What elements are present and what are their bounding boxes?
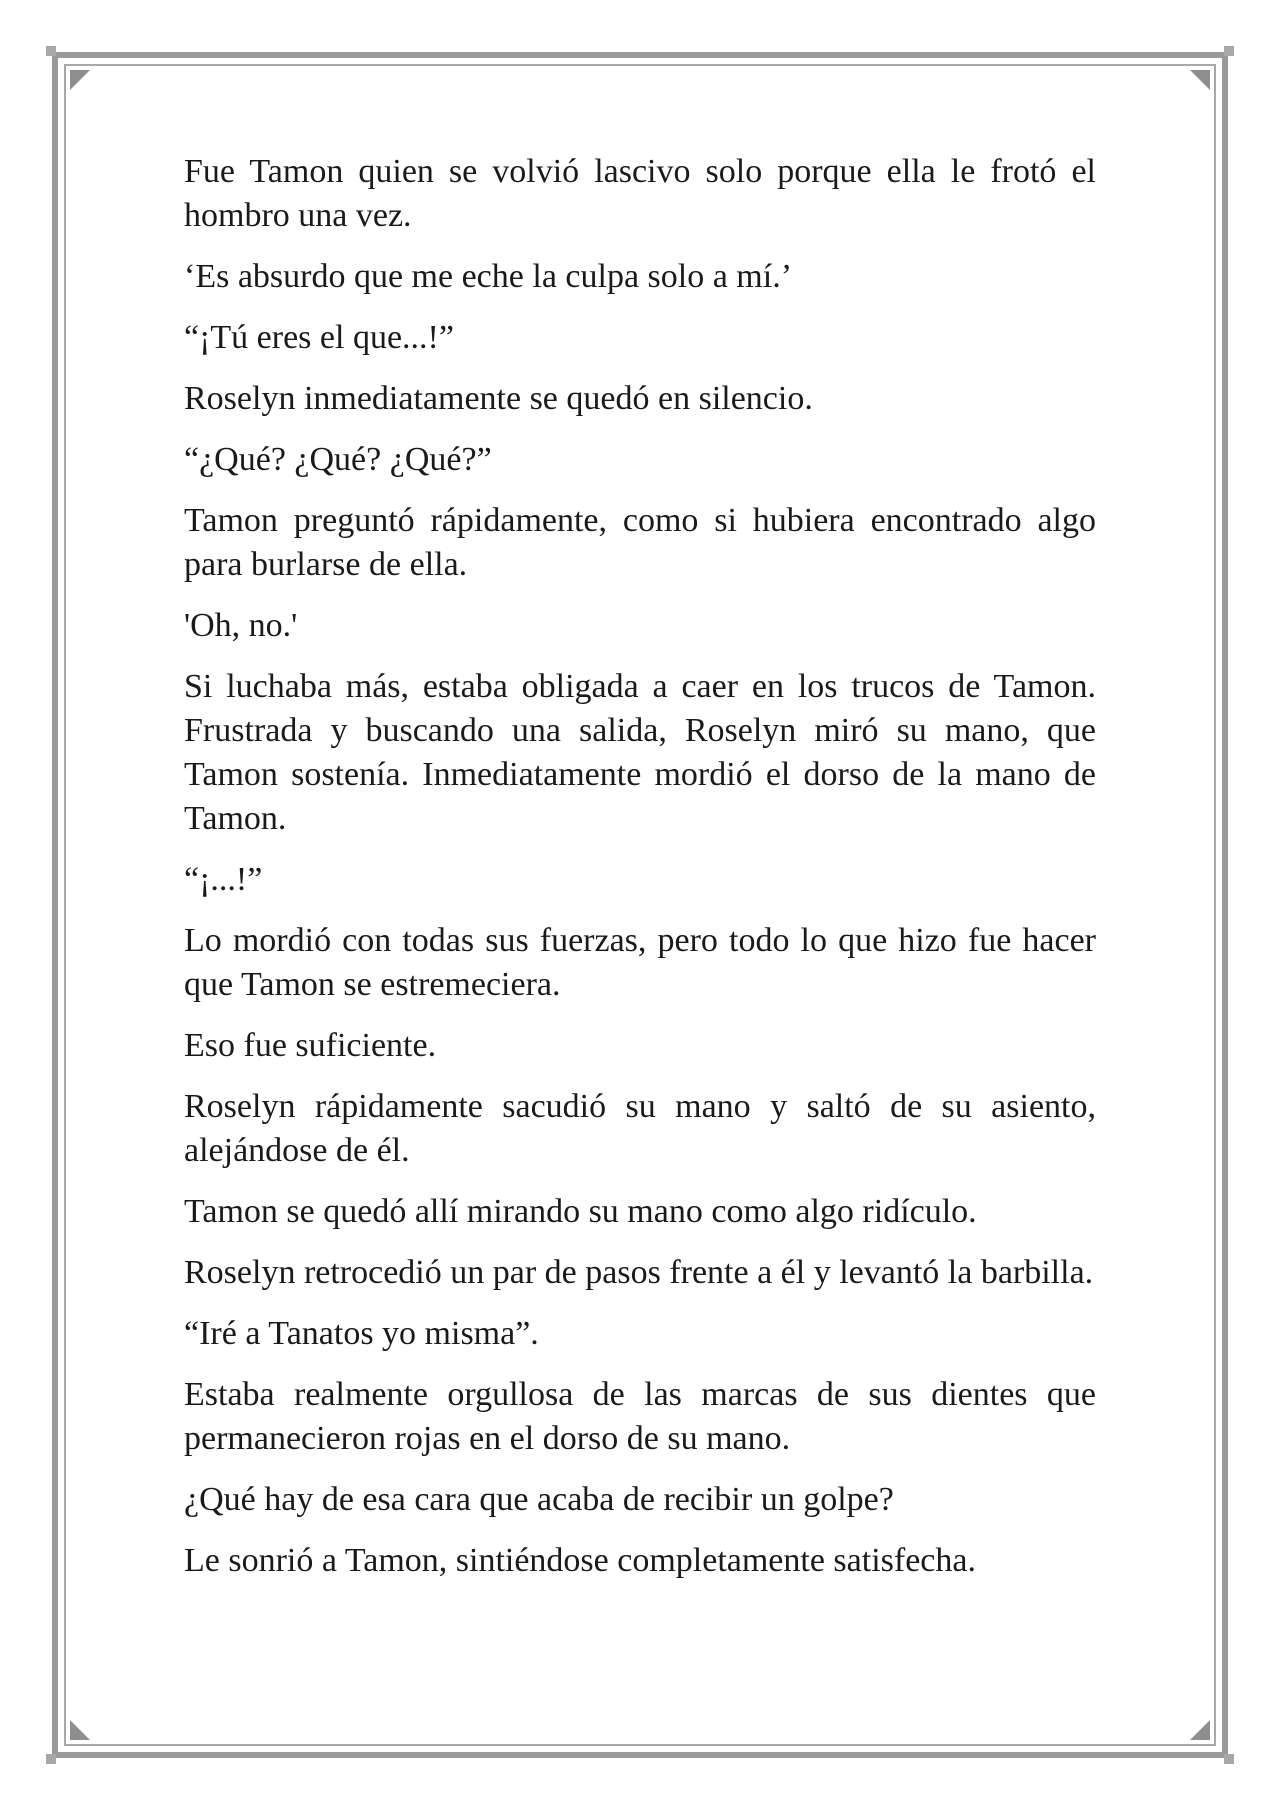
paragraph: 'Oh, no.' <box>184 607 298 644</box>
corner-triangle-top-left <box>70 70 90 90</box>
paragraph: ‘Es absurdo que me eche la culpa solo a mí.’ <box>184 258 793 295</box>
paragraph: Roselyn inmediatamente se quedó en silencio. <box>184 380 813 417</box>
paragraph: Tamon preguntó rápidamente, como si hubiera encontrado algo para burlarse de ella. <box>184 502 1096 583</box>
corner-triangle-bottom-left <box>70 1720 90 1740</box>
corner-square-top-left <box>46 46 56 56</box>
paragraph: “Iré a Tanatos yo misma”. <box>184 1315 539 1352</box>
corner-square-bottom-right <box>1224 1754 1234 1764</box>
paragraph: Roselyn rápidamente sacudió su mano y saltó de su asiento, alejándose de él. <box>184 1088 1096 1169</box>
corner-triangle-top-right <box>1190 70 1210 90</box>
corner-square-bottom-left <box>46 1754 56 1764</box>
paragraph: Eso fue suficiente. <box>184 1027 437 1064</box>
paragraph: “¡...!” <box>184 861 263 898</box>
paragraph: Estaba realmente orgullosa de las marcas de sus dientes que permanecieron rojas en el dorso de su mano. <box>184 1376 1096 1457</box>
paragraph: Le sonrió a Tamon, sintiéndose completamente satisfecha. <box>184 1542 976 1579</box>
story-text <box>184 150 1096 1600</box>
paragraph: “¿Qué? ¿Qué? ¿Qué?” <box>184 441 492 478</box>
paragraph: Tamon se quedó allí mirando su mano como algo ridículo. <box>184 1193 977 1230</box>
corner-triangle-bottom-right <box>1190 1720 1210 1740</box>
paragraph: Roselyn retrocedió un par de pasos frente a él y levantó la barbilla. <box>184 1254 1094 1291</box>
paragraph: ¿Qué hay de esa cara que acaba de recibir un golpe? <box>184 1481 894 1518</box>
paragraph: Fue Tamon quien se volvió lascivo solo porque ella le frotó el hombro una vez. <box>184 153 1096 234</box>
corner-square-top-right <box>1224 46 1234 56</box>
paragraph: Si luchaba más, estaba obligada a caer en los trucos de Tamon. Frustrada y buscando una salida, Roselyn miró su mano, que Tamon sostenía. Inmediatamente mordió el dorso de la mano de Tamon. <box>184 668 1096 837</box>
paragraph: Lo mordió con todas sus fuerzas, pero todo lo que hizo fue hacer que Tamon se estremeciera. <box>184 922 1096 1003</box>
paragraph: “¡Tú eres el que...!” <box>184 319 454 356</box>
